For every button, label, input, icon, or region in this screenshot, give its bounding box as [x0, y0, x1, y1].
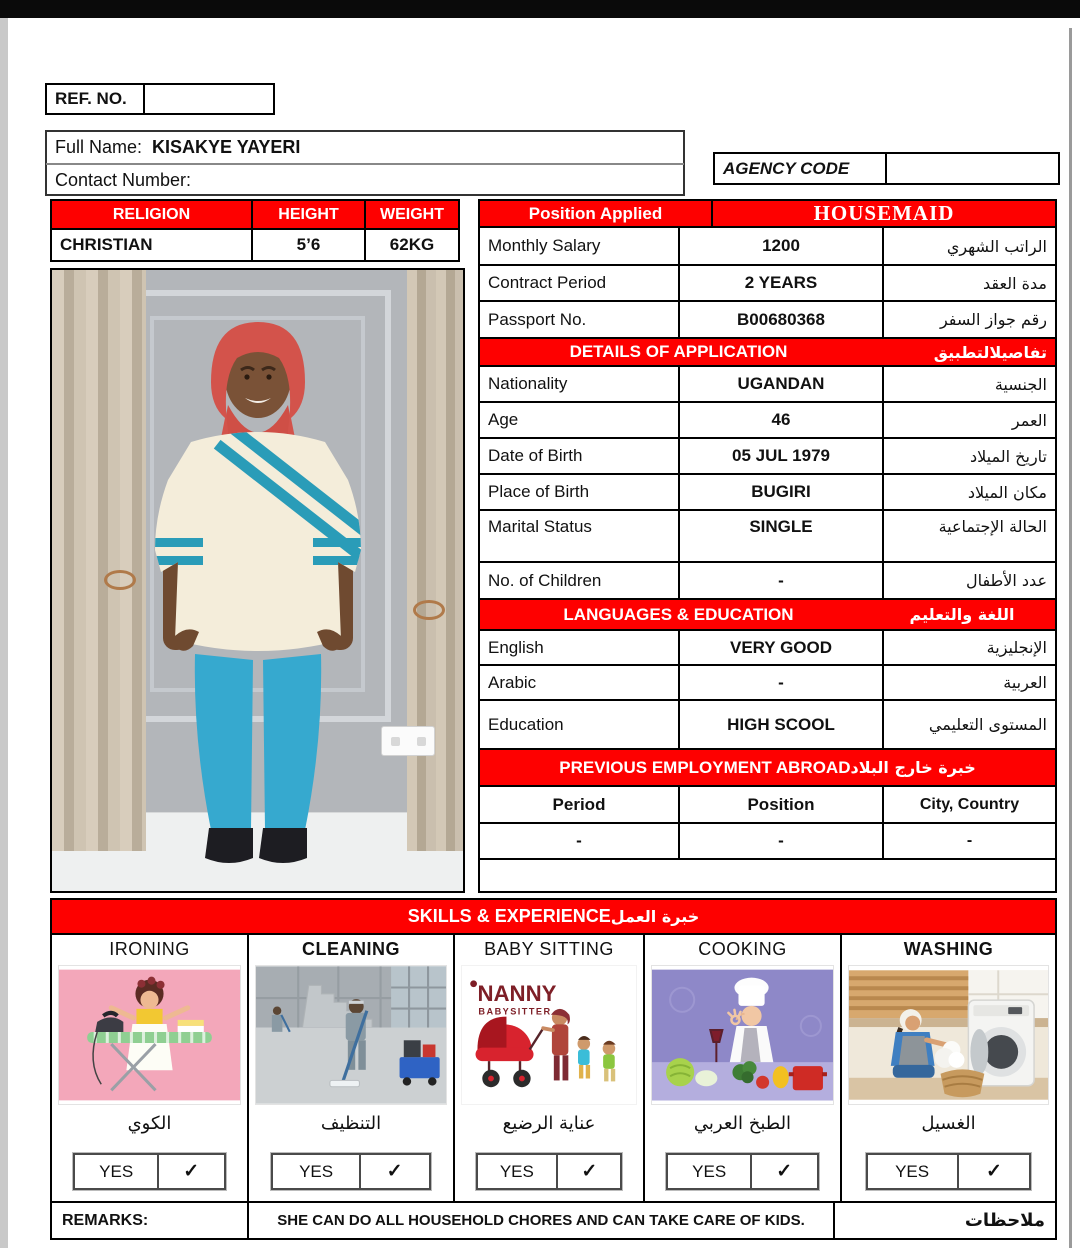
salary-value: 1200 — [680, 228, 884, 264]
cleaning-photo — [255, 965, 447, 1105]
age-arabic: العمر — [1011, 410, 1047, 430]
contact-number-row[interactable] — [47, 165, 683, 196]
arabic-value: - — [680, 666, 884, 699]
age-row — [480, 403, 1055, 439]
children-value: - — [680, 563, 884, 598]
ironing-yes-label: YES — [75, 1155, 159, 1188]
cooking-yes-label: YES — [668, 1155, 752, 1188]
wall-socket — [381, 726, 435, 756]
ironing-yes-box[interactable] — [73, 1153, 225, 1190]
education-arabic: المستوى التعليمي — [928, 714, 1047, 734]
skills-title-arabic: خبرة العمل — [610, 907, 700, 926]
marital-label: Marital Status — [480, 511, 680, 561]
employment-col-city: City, Country — [919, 795, 1020, 813]
applicant-photo — [50, 268, 465, 893]
marital-arabic: الحالة الإجتماعية — [938, 517, 1047, 536]
passport-label: Passport No. — [480, 302, 680, 337]
languages-title: LANGUAGES & EDUCATION — [563, 604, 794, 624]
height-value: 5’6 — [253, 230, 366, 260]
applicant-illustration — [133, 310, 383, 885]
marital-value: SINGLE — [680, 511, 884, 561]
washing-yes-box[interactable] — [866, 1153, 1032, 1190]
contract-period-arabic: مدة العقد — [983, 273, 1047, 293]
remarks-label: REMARKS: — [52, 1203, 249, 1238]
nationality-value: UGANDAN — [680, 367, 884, 401]
dob-label: Date of Birth — [480, 439, 680, 473]
babysitting-yes-label: YES — [478, 1155, 559, 1188]
ironing-checkmark: ✓ — [183, 1161, 200, 1182]
languages-section-header — [480, 600, 1055, 631]
top-black-bar — [0, 0, 1080, 18]
english-arabic: الإنجليزية — [986, 638, 1047, 657]
children-row — [480, 563, 1055, 600]
pob-arabic: مكان الميلاد — [967, 482, 1047, 502]
babysitting-photo — [461, 965, 637, 1105]
details-section-header — [480, 339, 1055, 367]
age-label: Age — [480, 403, 680, 437]
babysitting-title: BABY SITTING — [484, 938, 614, 959]
application-table — [478, 199, 1057, 893]
ref-no-field[interactable] — [145, 85, 273, 113]
languages-title-arabic: اللغة والتعليم — [909, 605, 1015, 624]
babysitting-arabic-label: عناية الرضيع — [502, 1112, 596, 1134]
curtain-hook-left — [104, 570, 136, 590]
education-value: HIGH SCOOL — [680, 701, 884, 748]
height-header: HEIGHT — [253, 201, 366, 228]
skill-column-cleaning — [249, 935, 455, 1201]
marital-row — [480, 511, 1055, 563]
ironing-title: IRONING — [109, 938, 190, 959]
washing-title: WASHING — [903, 938, 994, 959]
remarks-arabic: ملاحظات — [964, 1210, 1045, 1231]
religion-value: CHRISTIAN — [52, 230, 253, 260]
dob-row — [480, 439, 1055, 475]
salary-arabic: الراتب الشهري — [946, 236, 1047, 256]
cleaning-arabic-label: التنظيف — [320, 1112, 382, 1134]
skills-section-header — [52, 900, 1055, 933]
education-row — [480, 701, 1055, 750]
children-arabic: عدد الأطفال — [965, 571, 1047, 590]
employment-data-row — [480, 824, 1055, 860]
contract-period-value: 2 YEARS — [680, 266, 884, 300]
full-name-label: Full Name: — [55, 137, 143, 157]
right-curtain — [407, 270, 463, 851]
age-value: 46 — [680, 403, 884, 437]
english-label: English — [480, 631, 680, 664]
contract-period-row — [480, 266, 1055, 302]
agency-code-label: AGENCY CODE — [715, 154, 887, 183]
babysitting-checkmark: ✓ — [581, 1161, 598, 1182]
employment-title: PREVIOUS EMPLOYMENT ABROAD — [559, 757, 851, 777]
education-label: Education — [480, 701, 680, 748]
position-applied-value: HOUSEMAID — [713, 201, 1055, 226]
ref-no-box — [45, 83, 275, 115]
washing-arabic-label: الغسيل — [921, 1112, 976, 1134]
nationality-arabic: الجنسية — [994, 374, 1047, 394]
washing-photo — [848, 965, 1049, 1105]
svg-text:BABYSITTER: BABYSITTER — [478, 1006, 552, 1017]
pob-value: BUGIRI — [680, 475, 884, 509]
position-applied-label: Position Applied — [480, 201, 713, 226]
employment-title-arabic: خبرة خارج البلاد — [850, 758, 976, 777]
weight-value: 62KG — [389, 235, 435, 254]
skill-column-washing — [842, 935, 1055, 1201]
employment-columns-row — [480, 787, 1055, 824]
skill-column-ironing — [52, 935, 249, 1201]
curtain-hook-right — [413, 600, 445, 620]
cooking-arabic-label: الطبخ العربي — [693, 1112, 792, 1134]
babysitting-yes-box[interactable] — [476, 1153, 623, 1190]
attributes-table — [50, 199, 460, 262]
cooking-checkmark: ✓ — [776, 1161, 793, 1182]
employment-position-value: - — [680, 824, 884, 858]
passport-row — [480, 302, 1055, 339]
cleaning-yes-box[interactable] — [271, 1153, 430, 1190]
english-value: VERY GOOD — [680, 631, 884, 664]
cooking-title: COOKING — [698, 938, 787, 959]
full-name-value: KISAKYE YAYERI — [152, 137, 301, 157]
skills-title: SKILLS & EXPERIENCE — [407, 906, 611, 926]
remarks-row — [52, 1201, 1055, 1238]
children-label: No. of Children — [480, 563, 680, 598]
cooking-yes-box[interactable] — [666, 1153, 818, 1190]
full-name-row — [47, 132, 683, 163]
ref-no-label: REF. NO. — [47, 85, 145, 113]
details-title-arabic: تفاصيلالتطبيق — [933, 342, 1047, 362]
skills-table — [50, 898, 1057, 1240]
cleaning-checkmark: ✓ — [386, 1161, 403, 1182]
nationality-label: Nationality — [480, 367, 680, 401]
agency-code-box — [713, 152, 1060, 185]
passport-arabic: رقم جواز السفر — [939, 310, 1047, 329]
pob-label: Place of Birth — [480, 475, 680, 509]
salary-row — [480, 228, 1055, 266]
employment-city-value: - — [966, 832, 973, 849]
details-title: DETAILS OF APPLICATION — [569, 342, 788, 361]
left-page-edge — [0, 18, 8, 1248]
skill-column-cooking — [645, 935, 842, 1201]
employment-col-position: Position — [680, 787, 884, 822]
cleaning-yes-label: YES — [273, 1155, 360, 1188]
remarks-text: SHE CAN DO ALL HOUSEHOLD CHORES AND CAN TAKE CARE OF KIDS. — [249, 1203, 835, 1238]
arabic-row — [480, 666, 1055, 701]
passport-value: B00680368 — [680, 302, 884, 337]
applicant-figure — [133, 310, 383, 885]
position-row — [480, 201, 1055, 228]
babysitting-illustration — [462, 966, 636, 1104]
employment-period-value: - — [480, 824, 680, 858]
washing-illustration — [849, 966, 1048, 1104]
cooking-illustration — [652, 966, 833, 1104]
washing-checkmark: ✓ — [986, 1161, 1002, 1182]
employment-section-header — [480, 750, 1055, 787]
religion-header: RELIGION — [52, 201, 253, 228]
cleaning-title: CLEANING — [302, 938, 400, 959]
cleaning-illustration — [256, 966, 446, 1104]
ironing-photo — [58, 965, 241, 1105]
dob-value: 05 JUL 1979 — [680, 439, 884, 473]
name-box — [45, 130, 685, 196]
nationality-row — [480, 367, 1055, 403]
contact-number-label: Contact Number: — [55, 170, 192, 190]
contract-period-label: Contract Period — [480, 266, 680, 300]
english-row — [480, 631, 1055, 666]
employment-col-period: Period — [480, 787, 680, 822]
dob-arabic: تاريخ الميلاد — [970, 446, 1047, 466]
cooking-photo — [651, 965, 834, 1105]
svg-text:NANNY: NANNY — [477, 981, 557, 1007]
salary-label: Monthly Salary — [480, 228, 680, 264]
agency-code-field[interactable] — [887, 154, 1058, 183]
right-page-edge — [1069, 28, 1072, 1248]
ironing-illustration — [59, 966, 240, 1104]
washing-yes-label: YES — [868, 1155, 959, 1188]
skill-column-babysitting — [455, 935, 645, 1201]
ironing-arabic-label: الكوي — [127, 1112, 172, 1134]
arabic-label: Arabic — [480, 666, 680, 699]
arabic-arabic: العربية — [1003, 673, 1047, 692]
weight-header: WEIGHT — [366, 201, 458, 228]
pob-row — [480, 475, 1055, 511]
